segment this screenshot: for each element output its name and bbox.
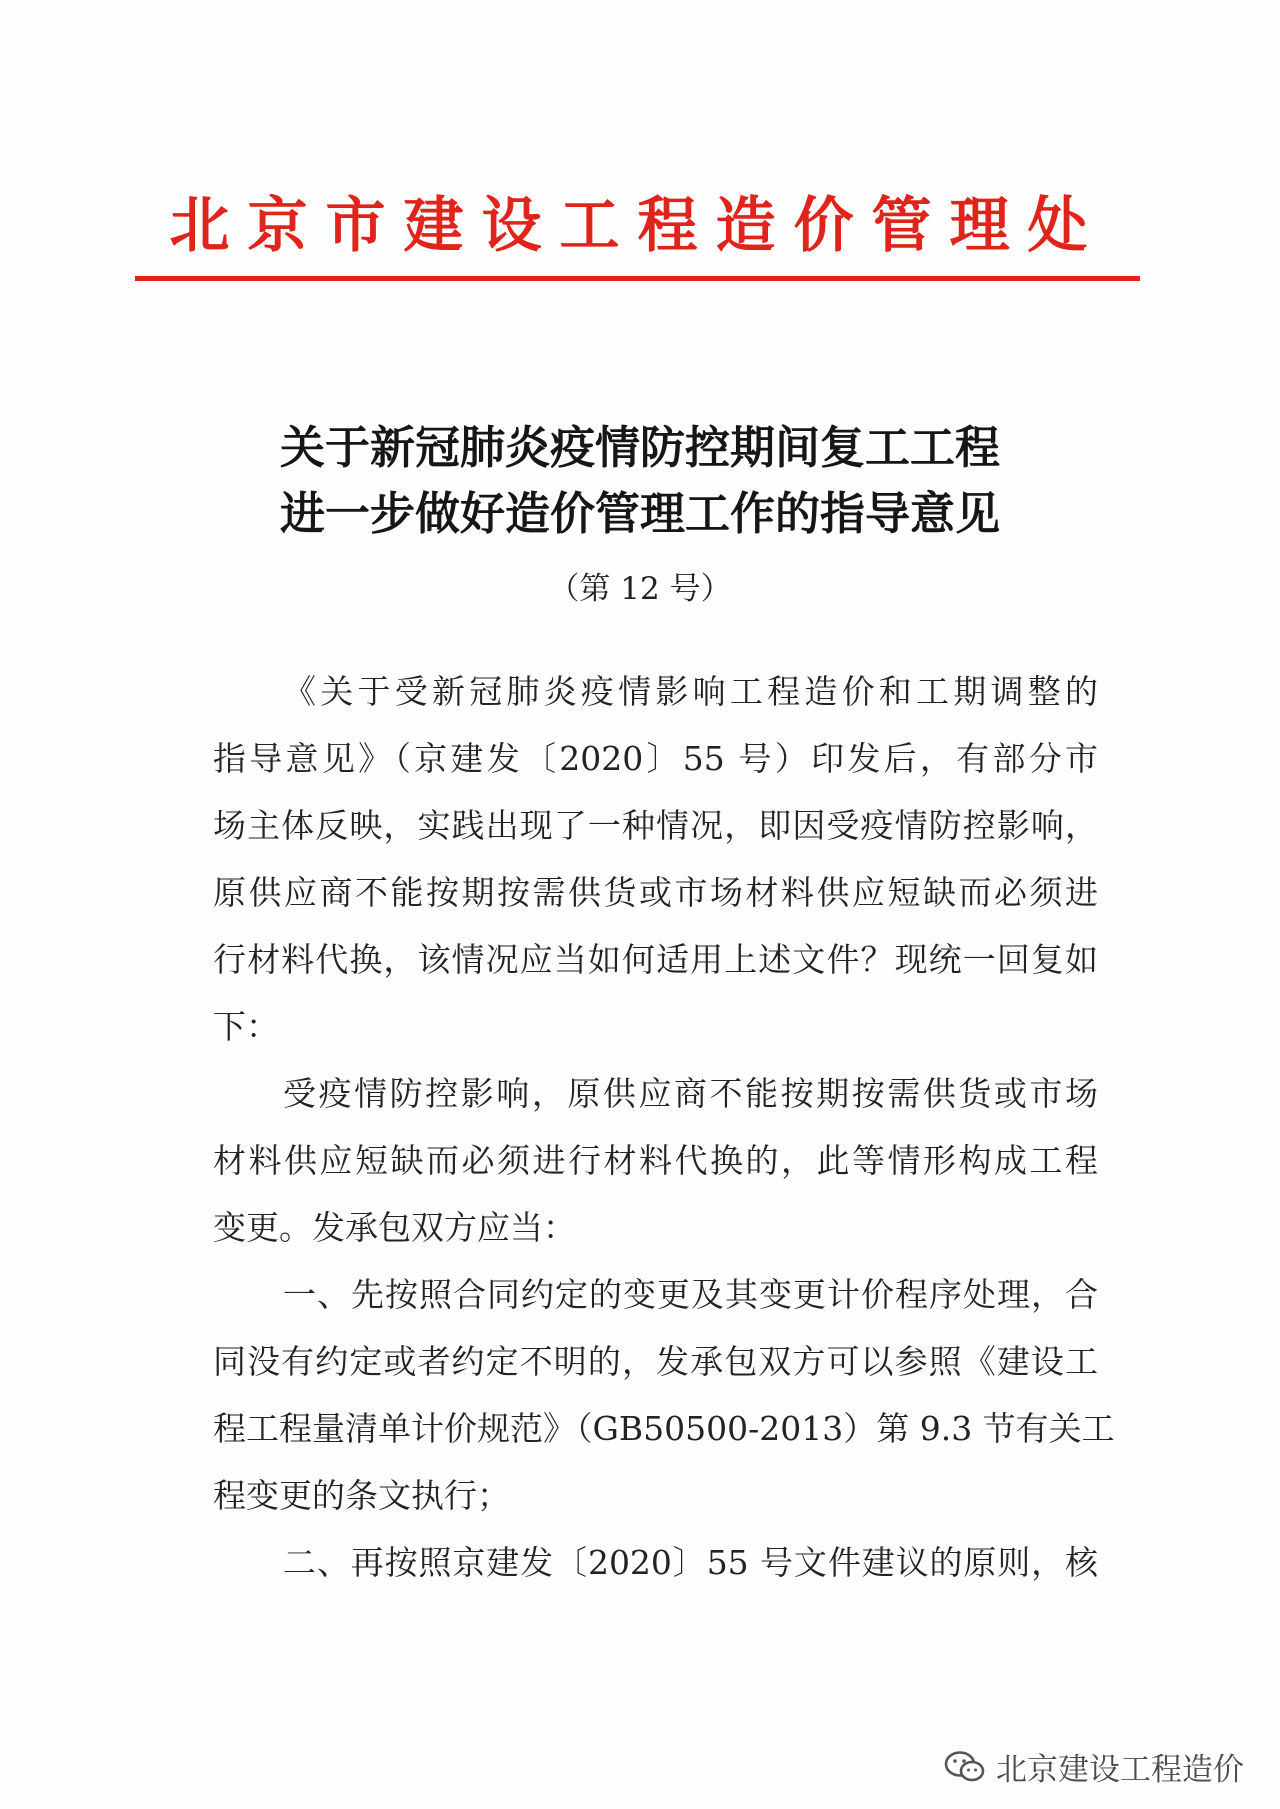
letterhead-title: 北京市建设工程造价管理处	[169, 191, 1106, 261]
body-line: 程变更的条文执行；	[213, 1476, 510, 1515]
body-line: 材料供应短缺而必须进行材料代换的，此等情形构成工程	[213, 1141, 1098, 1180]
body-line: 一、先按照合同约定的变更及其变更计价程序处理，合	[283, 1275, 1098, 1314]
body-line: 变更。发承包双方应当：	[213, 1208, 576, 1247]
document-title-line-1: 关于新冠肺炎疫情防控期间复工工程	[279, 421, 1000, 474]
body-line: 《关于受新冠肺炎疫情影响工程造价和工期调整的	[283, 672, 1098, 711]
wechat-icon	[944, 1749, 986, 1785]
body-line: 二、再按照京建发〔2020〕55 号文件建议的原则，核	[283, 1543, 1098, 1582]
body-line: 行材料代换，该情况应当如何适用上述文件？现统一回复如	[213, 940, 1098, 979]
body-line: 程工程量清单计价规范》（GB50500-2013）第 9.3 节有关工	[213, 1409, 1115, 1448]
document-title-line-2: 进一步做好造价管理工作的指导意见	[279, 487, 1000, 540]
body-line: 指导意见》（京建发〔2020〕55 号）印发后，有部分市	[213, 739, 1098, 778]
body-line: 同没有约定或者约定不明的，发承包双方可以参照《建设工	[213, 1342, 1098, 1381]
document-number: （第 12 号）	[548, 571, 732, 607]
body-line: 场主体反映，实践出现了一种情况，即因受疫情防控影响，	[213, 806, 1098, 845]
watermark-text: 北京建设工程造价	[996, 1752, 1244, 1788]
watermark	[944, 1744, 1244, 1789]
body-line: 原供应商不能按期按需供货或市场材料供应短缺而必须进	[213, 873, 1098, 912]
letterhead-divider	[135, 276, 1140, 281]
body-line: 受疫情防控影响，原供应商不能按期按需供货或市场	[283, 1074, 1098, 1113]
body-line: 下：	[213, 1007, 279, 1046]
